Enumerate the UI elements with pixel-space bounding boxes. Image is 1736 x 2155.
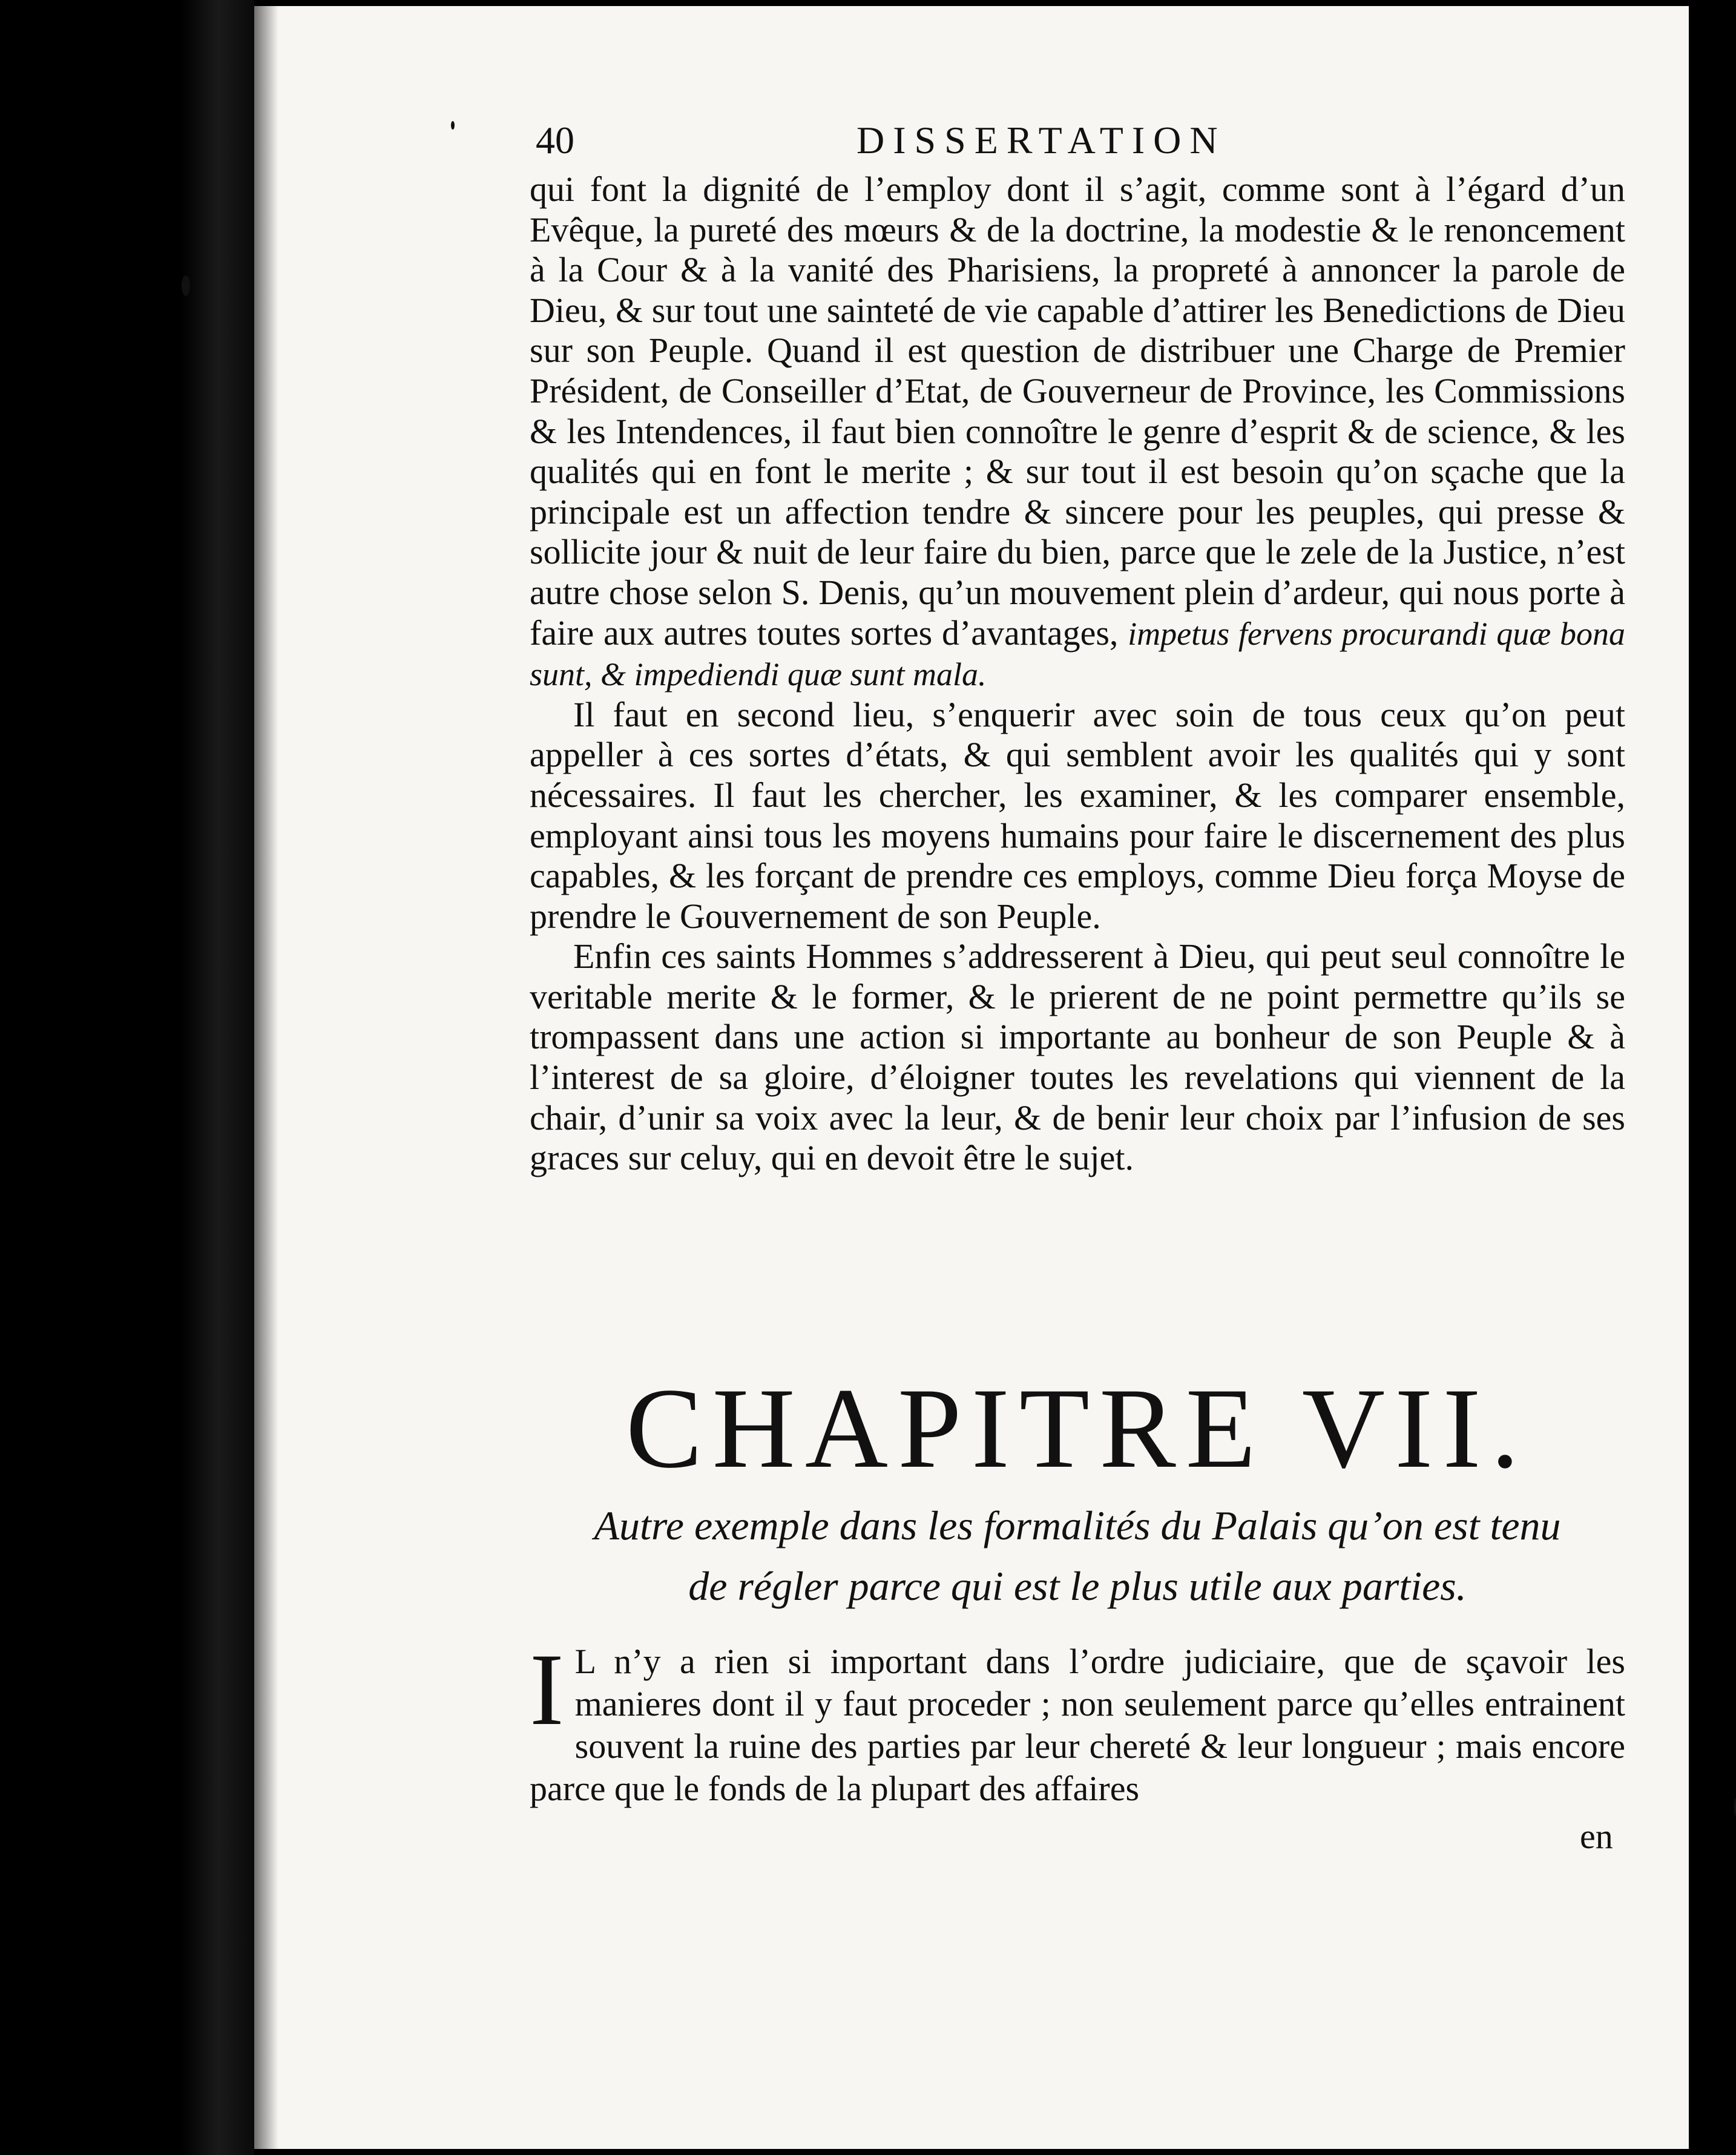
opening-text: L n’y a rien si important dans l’ordre judiciaire, que de sçavoir les manieres dont il y faut proceder ; non seulement parce qu’elles entrainent souvent la ruine des parties par leur chereté & leur longueur ; mais encore parce que le fonds de la plupart des affaires xyxy=(530,1642,1625,1808)
ink-speck xyxy=(182,275,190,296)
running-title: DISSERTATION xyxy=(856,119,1226,162)
body-text xyxy=(530,169,1625,1179)
chapter-subtitle-line: Autre exemple dans les formalités du Palais qu’on est tenu xyxy=(594,1502,1561,1548)
paragraph: Enfin ces saints Hommes s’addresserent à Dieu, qui peut seul connoître le veritable merite & le former, & le prierent de ne point permettre qu’ils se trompassent dans une action si importante au bonheur de son Peuple & à l’interest de sa gloire, d’éloigner toutes les revelations qui viennent de la chair, d’unir sa voix avec la leur, & de benir leur choix par l’infusion de ses graces sur celuy, qui en devoit être le sujet. xyxy=(530,936,1625,1178)
scan-right-edge xyxy=(1689,0,1736,2155)
running-header xyxy=(536,118,1613,173)
paragraph: Il faut en second lieu, s’enquerir avec soin de tous ceux qu’on peut appeller à ces sortes d’états, & qui semblent avoir les qualités qui y sont nécessaires. Il faut les chercher, les examiner, & les comparer ensemble, employant ainsi tous les moyens humains pour faire le discernement des plus capables, & les forçant de prendre ces employs, comme Dieu força Moyse de prendre le Gouvernement de son Peuple. xyxy=(530,694,1625,936)
chapter-heading: CHAPITRE VII. xyxy=(625,1365,1530,1492)
book-spine-edge xyxy=(0,0,254,2155)
chapter-subtitle xyxy=(530,1495,1625,1616)
chapter-opening-paragraph xyxy=(530,1633,1625,1810)
gutter-shadow xyxy=(254,0,278,2155)
paragraph-text: qui font la dignité de l’employ dont il s’agit, comme sont à l’égard d’un Evêque, la pureté des mœurs & de la doctrine, la modestie & le renoncement à la Cour & à la vanité des Pharisiens, la propreté à annoncer la parole de Dieu, & sur tout une sainteté de vie capable d’attirer les Benedictions de Dieu sur son Peuple. Quand il est question de distribuer une Charge de Premier Président, de Conseiller d’Etat, de Gouverneur de Province, les Commissions & les Intendences, il faut bien connoître le genre d’esprit & de science, & les qualités qui en font le merite ; & sur tout il est besoin qu’on sçache que la principale est un affection tendre & sincere pour les peuples, qui presse & sollicite jour & nuit de leur faire du bien, parce que le zele de la Justice, n’est autre chose selon S. Denis, qu’un mouvement plein d’ardeur, qui nous porte à faire aux autres toutes sortes d’avantages, xyxy=(530,169,1625,653)
drop-cap: I xyxy=(530,1633,564,1746)
catchword: en xyxy=(1580,1817,1613,1856)
chapter-subtitle-line: de régler parce qui est le plus utile aux parties. xyxy=(688,1563,1467,1609)
page-number: 40 xyxy=(536,119,574,162)
paragraph xyxy=(530,169,1625,695)
latin-quotation: impetus fervens procurandi quæ bona sunt, & impediendi quæ sunt mala. xyxy=(530,615,1625,693)
ink-speck xyxy=(451,121,455,130)
